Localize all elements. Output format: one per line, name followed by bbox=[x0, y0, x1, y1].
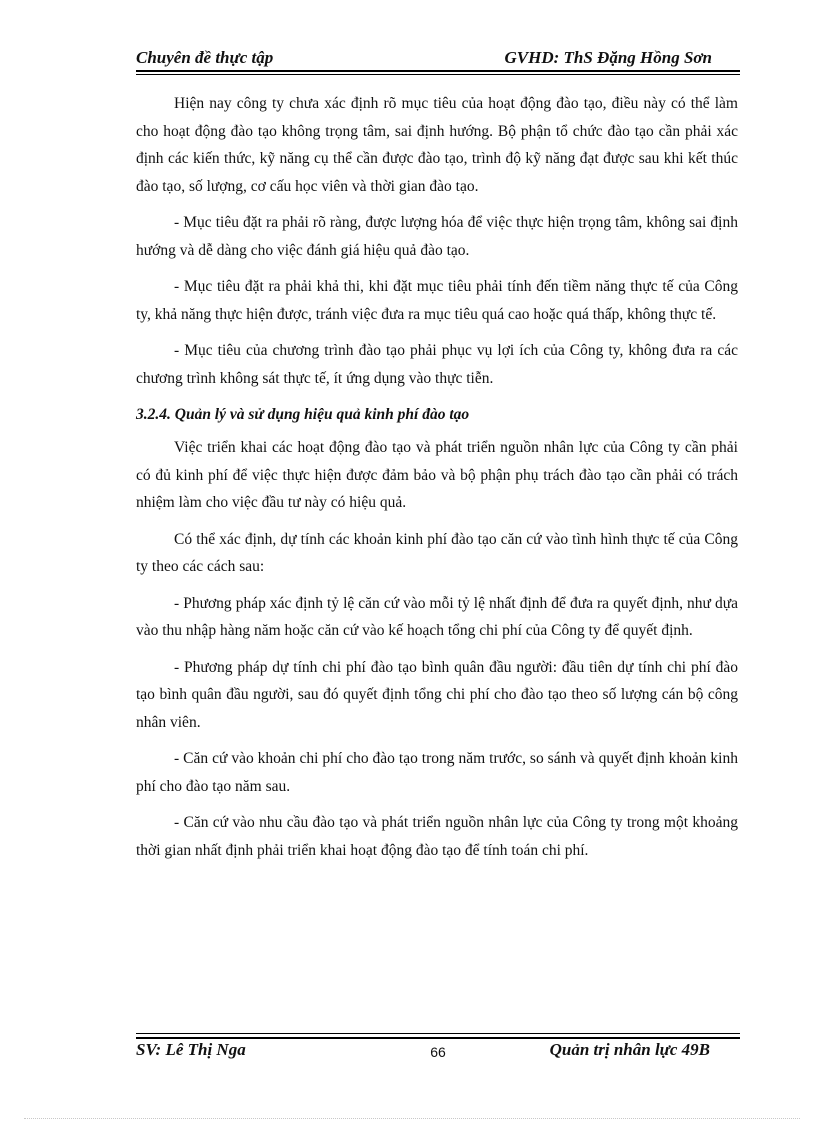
page-body bbox=[136, 90, 738, 873]
paragraph: - Mục tiêu đặt ra phải khả thi, khi đặt mục tiêu phải tính đến tiềm năng thực tế của Công ty, khả năng thực hiện được, tránh việc đưa ra mục tiêu quá cao hoặc quá thấp, không thực tế. bbox=[136, 278, 738, 323]
header-advisor: GVHD: ThS Đặng Hồng Sơn bbox=[504, 48, 712, 67]
footer-rule-thin bbox=[136, 1033, 740, 1034]
page-number: 66 bbox=[430, 1044, 446, 1060]
page-edge-divider bbox=[24, 1118, 800, 1119]
section-heading: 3.2.4. Quản lý và sử dụng hiệu quả kinh phí đào tạo bbox=[136, 406, 470, 423]
paragraph: - Căn cứ vào khoản chi phí cho đào tạo trong năm trước, so sánh và quyết định khoản kinh phí cho đào tạo năm sau. bbox=[136, 750, 738, 795]
paragraph: - Căn cứ vào nhu cầu đào tạo và phát triển nguồn nhân lực của Công ty trong một khoảng thời gian nhất định phải triển khai hoạt động đào tạo để tính toán chi phí. bbox=[136, 814, 738, 859]
paragraph: - Phương pháp xác định tỷ lệ căn cứ vào mỗi tỷ lệ nhất định để đưa ra quyết định, như dựa vào thu nhập hàng năm hoặc căn cứ vào kế hoạch tổng chi phí của Công ty để quyết định. bbox=[136, 594, 738, 639]
paragraph: - Phương pháp dự tính chi phí đào tạo bình quân đầu người: đầu tiên dự tính chi phí đào tạo bình quân đầu người, sau đó quyết định tổng chi phí cho đào tạo theo số lượng cán bộ công nhân viên. bbox=[136, 658, 738, 731]
header-rule-thin bbox=[136, 74, 740, 75]
footer-student: SV: Lê Thị Nga bbox=[136, 1040, 246, 1059]
page-header bbox=[136, 46, 740, 70]
paragraph: - Mục tiêu của chương trình đào tạo phải phục vụ lợi ích của Công ty, không đưa ra các chương trình không sát thực tế, ít ứng dụng vào thực tiễn. bbox=[136, 342, 738, 387]
footer-class: Quản trị nhân lực 49B bbox=[549, 1040, 710, 1059]
footer-rule-thick bbox=[136, 1037, 740, 1039]
paragraph: Có thể xác định, dự tính các khoản kinh phí đào tạo căn cứ vào tình hình thực tế của Công ty theo các cách sau: bbox=[136, 530, 738, 575]
paragraph: Hiện nay công ty chưa xác định rõ mục tiêu của hoạt động đào tạo, điều này có thể làm cho hoạt động đào tạo không trọng tâm, sai định hướng. Bộ phận tổ chức đào tạo cần phải xác định các kiến thức, kỹ năng cụ thể cần được đào tạo, trình độ kỹ năng đạt được sau khi kết thúc đào tạo, số lượng, cơ cấu học viên và thời gian đào tạo. bbox=[136, 95, 738, 195]
paragraph: Việc triển khai các hoạt động đào tạo và phát triển nguồn nhân lực của Công ty cần phải có đủ kinh phí để việc thực hiện được đảm bảo và bộ phận phụ trách đào tạo cần phải có trách nhiệm làm cho việc đầu tư này có hiệu quả. bbox=[136, 439, 738, 511]
paragraph: - Mục tiêu đặt ra phải rõ ràng, được lượng hóa để việc thực hiện trọng tâm, không sai định hướng và dễ dàng cho việc đánh giá hiệu quả đào tạo. bbox=[136, 214, 738, 259]
header-title: Chuyên đề thực tập bbox=[136, 48, 274, 67]
page-footer bbox=[136, 1040, 740, 1066]
header-rule-thick bbox=[136, 70, 740, 72]
